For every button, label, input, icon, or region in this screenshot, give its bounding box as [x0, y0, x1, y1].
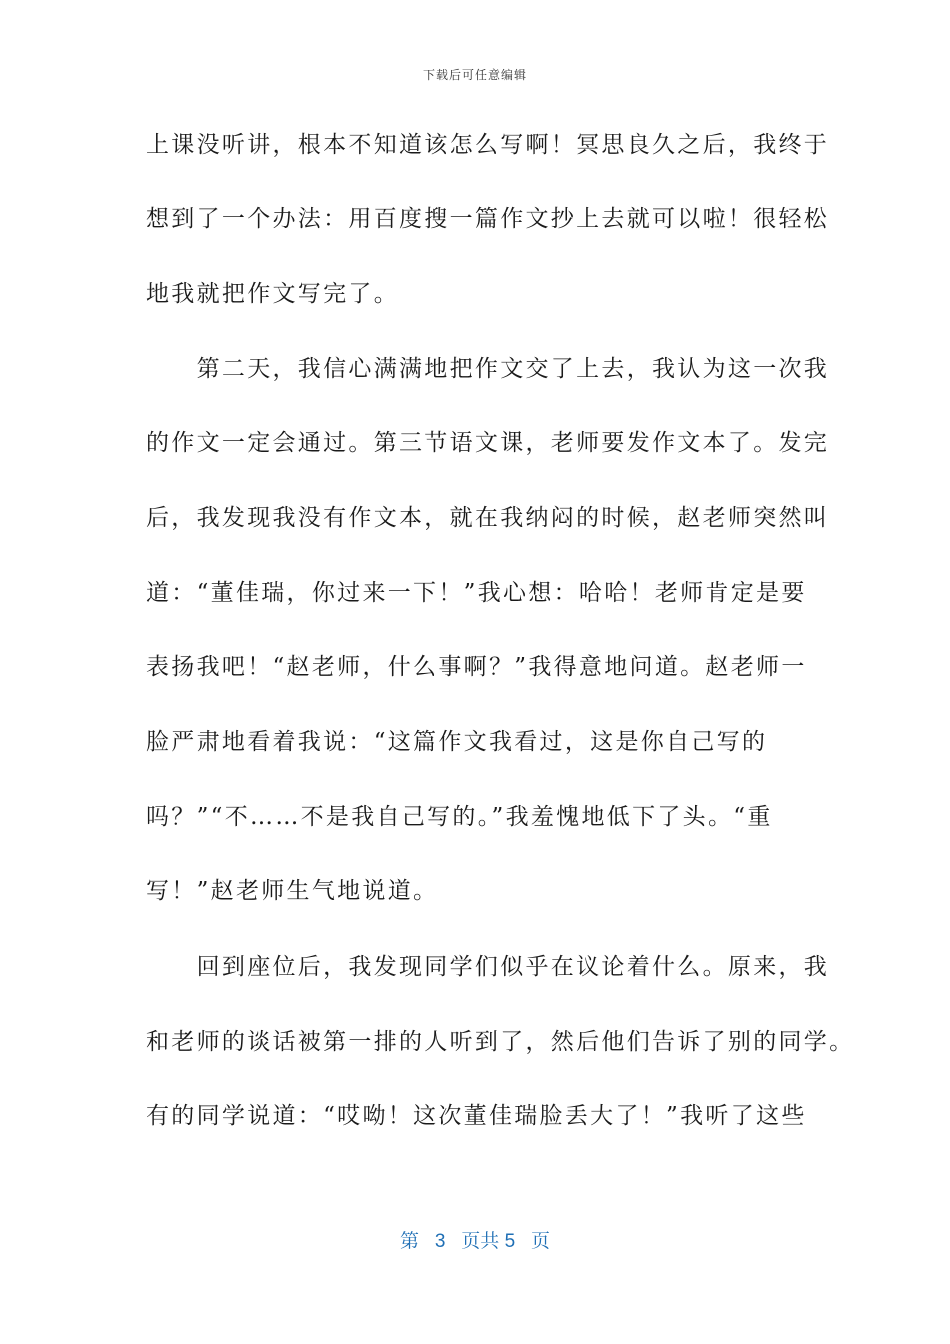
body-line-7: 道：“董佳瑞，你过来一下！”我心想：哈哈！老师肯定是要: [146, 580, 807, 606]
body-line-6: 后，我发现我没有作文本，就在我纳闷的时候，赵老师突然叫: [146, 505, 830, 531]
footer-prefix: 第: [399, 1231, 419, 1252]
body-line-3: 地我就把作文写完了。: [146, 281, 399, 307]
body-line-2: 想到了一个办法：用百度搜一篇作文抄上去就可以啦！很轻松: [146, 206, 830, 232]
body-line-14: 有的同学说道：“哎呦！这次董佳瑞脸丢大了！”我听了这些: [146, 1103, 807, 1129]
body-line-4: 第二天，我信心满满地把作文交了上去，我认为这一次我: [146, 356, 830, 382]
body-line-10: 吗？”“不……不是我自己写的。”我羞愧地低下了头。“重: [146, 804, 773, 830]
body-line-8: 表扬我吧！“赵老师，什么事啊？”我得意地问道。赵老师一: [146, 654, 807, 680]
body-line-5: 的作文一定会通过。第三节语文课，老师要发作文本了。发完: [146, 430, 830, 456]
page-footer: [0, 1226, 950, 1253]
body-line-12: 回到座位后，我发现同学们似乎在议论着什么。原来，我: [146, 954, 830, 980]
page-header: 下载后可任意编辑: [422, 68, 527, 82]
footer-current-page: 3: [434, 1231, 446, 1252]
body-line-11: 写！”赵老师生气地说道。: [146, 878, 439, 904]
footer-total-pages: 5: [504, 1231, 516, 1252]
footer-middle: 页共: [461, 1231, 500, 1252]
body-line-13: 和老师的谈话被第一排的人听到了，然后他们告诉了别的同学。: [146, 1029, 855, 1055]
footer-suffix: 页: [530, 1231, 550, 1252]
body-line-1: 上课没听讲，根本不知道该怎么写啊！冥思良久之后，我终于: [146, 132, 830, 158]
body-line-9: 脸严肃地看着我说：“这篇作文我看过，这是你自己写的: [146, 729, 768, 755]
